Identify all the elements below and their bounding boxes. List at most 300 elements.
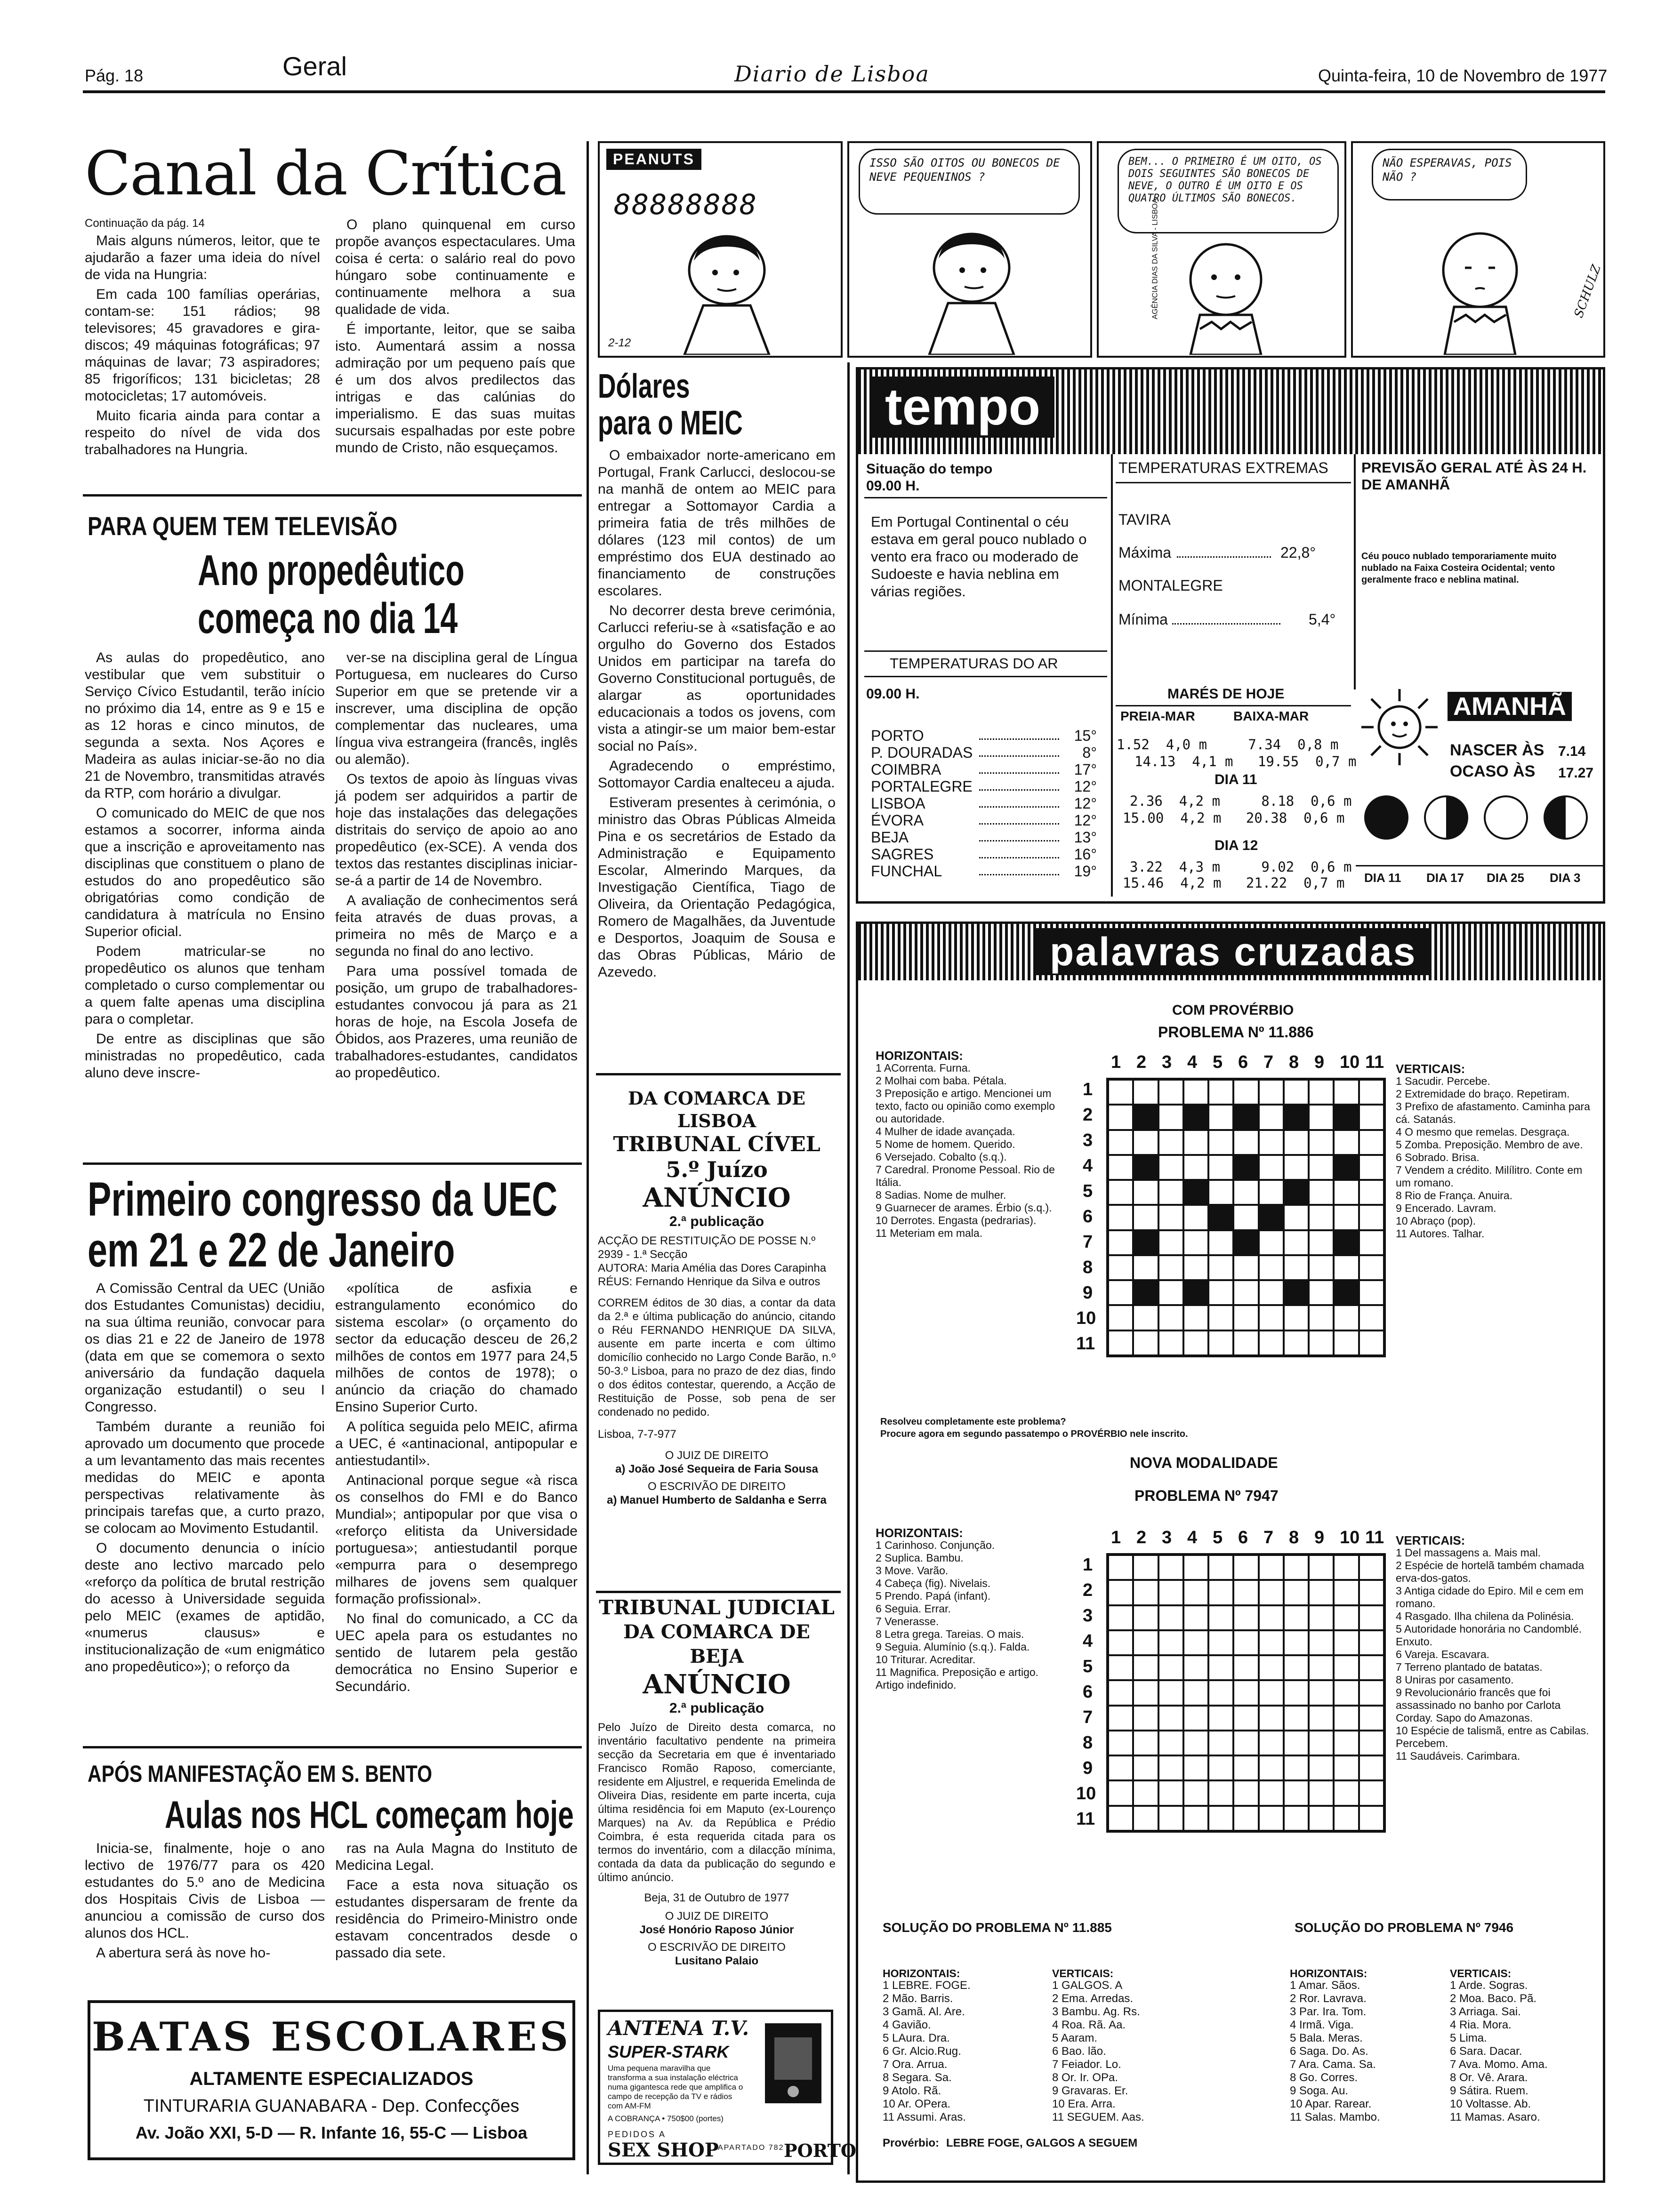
air-temps-time: 09.00 H. (866, 686, 920, 702)
grid-cell[interactable] (1259, 1280, 1284, 1305)
grid-cell[interactable] (1309, 1205, 1334, 1230)
grid-cell[interactable] (1158, 1731, 1183, 1755)
grid-cell[interactable] (1183, 1630, 1208, 1655)
grid-cell[interactable] (1359, 1680, 1384, 1705)
grid-cell[interactable] (1359, 1230, 1384, 1255)
grid-cell[interactable] (1183, 1080, 1208, 1105)
grid-cell[interactable] (1259, 1230, 1284, 1255)
grid-cell[interactable] (1233, 1605, 1258, 1630)
grid-cell[interactable] (1233, 1130, 1258, 1155)
grid-cell[interactable] (1359, 1130, 1384, 1155)
tides-day12-1: 3.22 4,3 m 9.02 0,6 m (1130, 859, 1352, 875)
forecast-title: PREVISÃO GERAL ATÉ ÀS 24 H. DE AMANHÃ (1361, 459, 1587, 493)
grid-cell[interactable] (1158, 1630, 1183, 1655)
grid-cell[interactable] (1158, 1555, 1183, 1580)
crossword-grid-1[interactable] (1106, 1078, 1386, 1357)
grid-cell[interactable] (1259, 1305, 1284, 1330)
grid-cell[interactable] (1284, 1580, 1309, 1605)
grid-cell[interactable] (1108, 1255, 1133, 1280)
grid-cell[interactable] (1108, 1330, 1133, 1355)
grid-cell[interactable] (1284, 1755, 1309, 1780)
grid-cell[interactable] (1359, 1706, 1384, 1731)
grid-cell[interactable] (1334, 1680, 1359, 1705)
grid-cell[interactable] (1359, 1080, 1384, 1105)
grid-cell[interactable] (1309, 1780, 1334, 1805)
legal-heading: DA COMARCA DE LISBOA (627, 1088, 805, 1131)
grid-cell[interactable] (1334, 1080, 1359, 1105)
legal-line: ACÇÃO DE RESTITUIÇÃO DE POSSE N.º 2939 - 1.ª Secção (598, 1234, 816, 1261)
grid-cell[interactable] (1208, 1130, 1233, 1155)
extreme-place-min: MONTALEGRE (1118, 577, 1223, 594)
grid-cell[interactable] (1334, 1255, 1359, 1280)
grid-cell[interactable] (1133, 1580, 1158, 1605)
grid-cell[interactable] (1133, 1255, 1158, 1280)
grid-cell[interactable] (1359, 1255, 1384, 1280)
grid-cell[interactable] (1259, 1080, 1284, 1105)
dolares-body (598, 447, 836, 984)
grid-cell[interactable] (1108, 1605, 1133, 1630)
clue-item: 2 Extremidade do braço. Repetiram. (1396, 1088, 1570, 1100)
grid-cell[interactable] (1208, 1230, 1233, 1255)
grid-cell[interactable] (1309, 1330, 1334, 1355)
moon-first-quarter-icon (1424, 795, 1468, 840)
grid-cell[interactable] (1208, 1630, 1233, 1655)
legal-line: RÉUS: Fernando Henrique da Silva e outros (598, 1275, 820, 1288)
grid-cell[interactable] (1133, 1680, 1158, 1705)
grid-cell[interactable] (1208, 1080, 1233, 1105)
grid-cell[interactable] (1183, 1155, 1208, 1180)
grid-cell[interactable] (1359, 1806, 1384, 1831)
propedeutico-kicker: PARA QUEM TEM TELEVISÃO (88, 511, 398, 541)
grid-cell[interactable] (1133, 1555, 1158, 1580)
grid-cell[interactable] (1183, 1680, 1208, 1705)
grid-cell[interactable] (1309, 1755, 1334, 1780)
grid-cell[interactable] (1334, 1780, 1359, 1805)
grid-column-number: 1 (1111, 1528, 1121, 1547)
air-temp-city: PORTALEGRE (871, 778, 973, 795)
grid-cell[interactable] (1359, 1180, 1384, 1205)
grid-cell[interactable] (1334, 1555, 1359, 1580)
grid-cell[interactable] (1108, 1706, 1133, 1731)
grid-cell[interactable] (1259, 1255, 1284, 1280)
grid-cell[interactable] (1208, 1180, 1233, 1205)
grid-cell[interactable] (1309, 1255, 1334, 1280)
grid-black-cell (1233, 1105, 1258, 1130)
grid-cell[interactable] (1158, 1230, 1183, 1255)
grid-cell[interactable] (1133, 1706, 1158, 1731)
grid-cell[interactable] (1183, 1706, 1208, 1731)
grid-cell[interactable] (1108, 1806, 1133, 1831)
air-temp-row (871, 727, 1097, 744)
clue-item: 6 Seguia. Errar. (876, 1603, 951, 1615)
grid-cell[interactable] (1259, 1330, 1284, 1355)
legal-heading: ANÚNCIO (643, 1669, 791, 1700)
grid-cell[interactable] (1309, 1080, 1334, 1105)
grid-cell[interactable] (1183, 1205, 1208, 1230)
grid-cell[interactable] (1233, 1655, 1258, 1680)
grid-cell[interactable] (1108, 1155, 1133, 1180)
grid-row-number: 2 (1083, 1105, 1093, 1125)
grid-cell[interactable] (1208, 1605, 1233, 1630)
clue-item: 1 Carinhoso. Conjunção. (876, 1539, 995, 1551)
grid-cell[interactable] (1233, 1580, 1258, 1605)
grid-cell[interactable] (1233, 1630, 1258, 1655)
grid-cell[interactable] (1208, 1580, 1233, 1605)
divider (83, 1162, 582, 1165)
canal-col1 (85, 232, 320, 461)
grid-cell[interactable] (1334, 1180, 1359, 1205)
grid-cell[interactable] (1359, 1205, 1384, 1230)
grid-cell[interactable] (1284, 1680, 1309, 1705)
grid-cell[interactable] (1259, 1780, 1284, 1805)
grid-cell[interactable] (1334, 1330, 1359, 1355)
grid-cell[interactable] (1259, 1680, 1284, 1705)
grid-cell[interactable] (1259, 1580, 1284, 1605)
grid-cell[interactable] (1233, 1780, 1258, 1805)
clue-item: 4 Rasgado. Ilha chilena da Polinésia. (1396, 1610, 1574, 1622)
grid-cell[interactable] (1233, 1555, 1258, 1580)
grid-cell[interactable] (1158, 1706, 1183, 1731)
grid-column-number: 7 (1263, 1052, 1274, 1072)
grid-cell[interactable] (1133, 1330, 1158, 1355)
grid-cell[interactable] (1183, 1806, 1208, 1831)
grid-cell[interactable] (1284, 1605, 1309, 1630)
grid-cell[interactable] (1108, 1780, 1133, 1805)
grid-cell[interactable] (1309, 1105, 1334, 1130)
grid-cell[interactable] (1108, 1755, 1133, 1780)
grid-cell[interactable] (1208, 1105, 1233, 1130)
grid-cell[interactable] (1284, 1555, 1309, 1580)
grid-cell[interactable] (1208, 1655, 1233, 1680)
extreme-label-min: Mínima (1118, 611, 1168, 628)
clue-item: 8 Or. Vê. Arara. (1450, 2071, 1528, 2084)
grid-cell[interactable] (1334, 1706, 1359, 1731)
grid-cell[interactable] (1359, 1105, 1384, 1130)
grid-cell[interactable] (1233, 1755, 1258, 1780)
clue-item: 10 Derrotes. Engasta (pedrarias). (876, 1214, 1037, 1226)
legal-line: CORREM éditos de 30 dias, a contar da data da 2.ª e última publicação do anúncio, citando o Réu FERNANDO HENRIQUE DA SILVA, ausente em parte incerta e com último domicílio conhecido no Largo Conde Barão, n.º 50-3.º Lisboa, para no prazo de dez dias, findo o dos éditos contestar, querendo, a Acção de Restituição de Posse, sob pena de ser condenado no pedido. (598, 1297, 836, 1419)
grid-cell[interactable] (1284, 1630, 1309, 1655)
grid-cell[interactable] (1183, 1230, 1208, 1255)
grid-cell[interactable] (1108, 1180, 1133, 1205)
grid-cell[interactable] (1133, 1806, 1158, 1831)
grid-cell[interactable] (1158, 1155, 1183, 1180)
grid-cell[interactable] (1108, 1580, 1133, 1605)
grid-cell[interactable] (1309, 1706, 1334, 1731)
grid-cell[interactable] (1359, 1305, 1384, 1330)
grid-cell[interactable] (1284, 1255, 1309, 1280)
grid-cell[interactable] (1183, 1130, 1208, 1155)
clue-item: 5 Bala. Meras. (1290, 2032, 1363, 2044)
grid-cell[interactable] (1309, 1680, 1334, 1705)
grid-cell[interactable] (1133, 1205, 1158, 1230)
grid-cell[interactable] (1259, 1755, 1284, 1780)
grid-cell[interactable] (1309, 1305, 1334, 1330)
grid-cell[interactable] (1158, 1655, 1183, 1680)
grid-cell[interactable] (1334, 1806, 1359, 1831)
grid-cell[interactable] (1133, 1305, 1158, 1330)
grid-cell[interactable] (1334, 1305, 1359, 1330)
grid-cell[interactable] (1334, 1205, 1359, 1230)
tides-day12: DIA 12 (1215, 838, 1258, 853)
crossword-grid-2[interactable] (1106, 1553, 1386, 1833)
grid-cell[interactable] (1108, 1130, 1133, 1155)
grid-cell[interactable] (1158, 1255, 1183, 1280)
grid-cell[interactable] (1158, 1305, 1183, 1330)
grid-cell[interactable] (1208, 1731, 1233, 1755)
grid-cell[interactable] (1208, 1680, 1233, 1705)
grid-cell[interactable] (1208, 1780, 1233, 1805)
grid-cell[interactable] (1284, 1780, 1309, 1805)
grid-cell[interactable] (1183, 1731, 1208, 1755)
grid-cell[interactable] (1233, 1080, 1258, 1105)
grid-cell[interactable] (1284, 1155, 1309, 1180)
grid-cell[interactable] (1359, 1280, 1384, 1305)
grid-cell[interactable] (1133, 1780, 1158, 1805)
grid-cell[interactable] (1359, 1755, 1384, 1780)
grid-cell[interactable] (1359, 1630, 1384, 1655)
grid-cell[interactable] (1208, 1755, 1233, 1780)
extremes-title: TEMPERATURAS EXTREMAS (1118, 459, 1328, 476)
grid-cell[interactable] (1233, 1330, 1258, 1355)
grid-cell[interactable] (1233, 1255, 1258, 1280)
grid-cell[interactable] (1208, 1706, 1233, 1731)
grid-cell[interactable] (1359, 1330, 1384, 1355)
grid-cell[interactable] (1284, 1205, 1309, 1230)
grid-row-number: 2 (1083, 1580, 1093, 1600)
grid-cell[interactable] (1259, 1155, 1284, 1180)
grid-cell[interactable] (1183, 1580, 1208, 1605)
grid-cell[interactable] (1158, 1130, 1183, 1155)
air-temp-city: PORTO (871, 727, 924, 744)
grid-cell[interactable] (1108, 1731, 1133, 1755)
grid-cell[interactable] (1309, 1180, 1334, 1205)
grid-cell[interactable] (1309, 1555, 1334, 1580)
grid-cell[interactable] (1359, 1580, 1384, 1605)
grid-cell[interactable] (1133, 1605, 1158, 1630)
grid-cell[interactable] (1108, 1630, 1133, 1655)
grid-cell[interactable] (1359, 1555, 1384, 1580)
clue-item: 2 Espécie de hortelã também chamada erva-dos-gatos. (1396, 1559, 1585, 1584)
grid-cell[interactable] (1158, 1280, 1183, 1305)
grid-cell[interactable] (1183, 1555, 1208, 1580)
grid-cell[interactable] (1158, 1680, 1183, 1705)
grid-cell[interactable] (1158, 1205, 1183, 1230)
grid-cell[interactable] (1183, 1305, 1208, 1330)
grid-cell[interactable] (1334, 1130, 1359, 1155)
grid-cell[interactable] (1259, 1731, 1284, 1755)
clue-item: 9 Sátira. Ruem. (1450, 2084, 1528, 2097)
grid-cell[interactable] (1233, 1680, 1258, 1705)
grid-cell[interactable] (1309, 1605, 1334, 1630)
grid-cell[interactable] (1158, 1080, 1183, 1105)
grid-cell[interactable] (1208, 1155, 1233, 1180)
air-temp-leader (979, 874, 1059, 875)
clue-item: 3 Par. Ira. Tom. (1290, 2005, 1367, 2018)
grid-cell[interactable] (1284, 1706, 1309, 1731)
grid-cell[interactable] (1233, 1731, 1258, 1755)
grid-cell[interactable] (1359, 1605, 1384, 1630)
grid-cell[interactable] (1233, 1806, 1258, 1831)
grid-cell[interactable] (1183, 1780, 1208, 1805)
legal-clerk-title: O ESCRIVÃO DE DIREITO (648, 1480, 786, 1493)
grid-cell[interactable] (1284, 1230, 1309, 1255)
grid-cell[interactable] (1158, 1105, 1183, 1130)
clue-item: 3 Preposição e artigo. Mencionei um texto, facto ou opinião como exemplo ou autoridade. (876, 1087, 1055, 1125)
antena-title: ANTENA T.V. (608, 2017, 749, 2040)
page-number: Pág. 18 (85, 66, 144, 85)
grid-cell[interactable] (1284, 1655, 1309, 1680)
air-temp-value: 15° (1074, 727, 1097, 744)
clue-item: 9 Encerado. Lavram. (1396, 1202, 1496, 1214)
clue-item: 11 Saudáveis. Carimbara. (1396, 1750, 1520, 1762)
clue-item: 8 Letra grega. Tareias. O mais. (876, 1628, 1024, 1640)
grid-row-number: 3 (1083, 1606, 1093, 1626)
legal-place: Beja, 31 de Outubro de 1977 (644, 1891, 789, 1904)
grid-cell[interactable] (1133, 1731, 1158, 1755)
grid-column-number: 10 (1340, 1528, 1360, 1547)
grid-column-number: 7 (1263, 1528, 1274, 1547)
comic-counter-drawing: 88888888 (614, 188, 757, 221)
grid-cell[interactable] (1334, 1580, 1359, 1605)
grid-cell[interactable] (1208, 1330, 1233, 1355)
grid-cell[interactable] (1259, 1105, 1284, 1130)
grid-cell[interactable] (1233, 1180, 1258, 1205)
grid-cell[interactable] (1158, 1580, 1183, 1605)
grid-cell[interactable] (1108, 1230, 1133, 1255)
grid-cell[interactable] (1158, 1180, 1183, 1205)
comic-credit: AGÊNCIA DIAS DA SILVA - LISBOA (1151, 198, 1159, 320)
problem2-verticals (1396, 1547, 1593, 1763)
grid-cell[interactable] (1334, 1755, 1359, 1780)
air-temp-row (871, 761, 1097, 778)
grid-cell[interactable] (1334, 1655, 1359, 1680)
grid-cell[interactable] (1183, 1655, 1208, 1680)
grid-cell[interactable] (1183, 1605, 1208, 1630)
grid-cell[interactable] (1334, 1731, 1359, 1755)
propedeutico-col1 (85, 649, 325, 1084)
air-temp-value: 12° (1074, 812, 1097, 829)
grid-cell[interactable] (1133, 1655, 1158, 1680)
grid-cell[interactable] (1183, 1330, 1208, 1355)
grid-cell[interactable] (1284, 1806, 1309, 1831)
air-temp-value: 12° (1074, 795, 1097, 812)
grid-cell[interactable] (1183, 1255, 1208, 1280)
grid-cell[interactable] (1284, 1080, 1309, 1105)
grid-cell[interactable] (1208, 1555, 1233, 1580)
grid-cell[interactable] (1259, 1630, 1284, 1655)
clue-item: 3 Bambu. Ag. Rs. (1052, 2005, 1140, 2018)
legal-line: Lisboa, 7-7-977 (598, 1428, 676, 1441)
grid-cell[interactable] (1284, 1305, 1309, 1330)
grid-row-number: 9 (1083, 1283, 1093, 1303)
grid-cell[interactable] (1233, 1280, 1258, 1305)
grid-cell[interactable] (1359, 1731, 1384, 1755)
header-rule (83, 90, 1605, 93)
grid-cell[interactable] (1359, 1780, 1384, 1805)
grid-cell[interactable] (1309, 1806, 1334, 1831)
grid-cell[interactable] (1259, 1555, 1284, 1580)
grid-cell[interactable] (1359, 1155, 1384, 1180)
grid-cell[interactable] (1309, 1580, 1334, 1605)
grid-cell[interactable] (1108, 1205, 1133, 1230)
grid-black-cell (1183, 1105, 1208, 1130)
clue-item: 9 Seguia. Alumínio (s.q.). Falda. (876, 1641, 1030, 1653)
grid-cell[interactable] (1133, 1755, 1158, 1780)
paragraph: Mais alguns números, leitor, que te ajudarão a fazer uma ideia do nível de vida na Hungria: (85, 233, 320, 282)
air-temp-value: 19° (1074, 863, 1097, 880)
clue-item: 4 Mulher de idade avançada. (876, 1125, 1015, 1138)
grid-cell[interactable] (1133, 1180, 1158, 1205)
grid-cell[interactable] (1183, 1755, 1208, 1780)
grid-cell[interactable] (1133, 1130, 1158, 1155)
grid-cell[interactable] (1208, 1255, 1233, 1280)
grid-cell[interactable] (1158, 1755, 1183, 1780)
grid-cell[interactable] (1158, 1330, 1183, 1355)
grid-cell[interactable] (1108, 1305, 1133, 1330)
grid-cell[interactable] (1133, 1630, 1158, 1655)
paragraph: No final do comunicado, a CC da UEC apela para os estudantes no sentido de lutarem pela gestão democrática no Ensino Superior e Secundário. (335, 1611, 578, 1694)
grid-cell[interactable] (1334, 1630, 1359, 1655)
grid-cell[interactable] (1359, 1655, 1384, 1680)
grid-cell[interactable] (1108, 1680, 1133, 1705)
grid-cell[interactable] (1309, 1230, 1334, 1255)
grid-cell[interactable] (1284, 1731, 1309, 1755)
grid-cell[interactable] (1158, 1806, 1183, 1831)
grid-cell[interactable] (1108, 1080, 1133, 1105)
grid-cell[interactable] (1259, 1180, 1284, 1205)
antena-price: A COBRANÇA • 750$00 (portes) (608, 2114, 724, 2123)
grid-cell[interactable] (1108, 1655, 1133, 1680)
grid-cell[interactable] (1108, 1105, 1133, 1130)
grid-cell[interactable] (1133, 1080, 1158, 1105)
lucy-drawing (656, 228, 797, 355)
grid-cell[interactable] (1233, 1305, 1258, 1330)
grid-cell[interactable] (1108, 1555, 1133, 1580)
grid-cell[interactable] (1259, 1130, 1284, 1155)
clue-item: 10 Espécie de talismã, entre as Cabilas. Percebem. (1396, 1724, 1589, 1749)
paragraph: As aulas do propedêutico, ano vestibular que vem substituir o Serviço Cívico Estudantil, terão início no próximo dia 14, entre as 9 e 15 e as 12 horas e cinco minutos, de segunda a sexta. Nos Açores e Madeira as aulas iniciar-se-ão no dia 21 de Novembro, transmitidas através da RTP, com horário a divulgar. (85, 650, 325, 801)
grid-cell[interactable] (1259, 1706, 1284, 1731)
grid-cell[interactable] (1309, 1630, 1334, 1655)
grid-cell[interactable] (1233, 1706, 1258, 1731)
grid-cell[interactable] (1309, 1280, 1334, 1305)
grid-cell[interactable] (1158, 1780, 1183, 1805)
grid-cell[interactable] (1259, 1806, 1284, 1831)
clue-item: 5 Zomba. Preposição. Membro de ave. (1396, 1138, 1583, 1151)
clue-item: 10 Apar. Rarear. (1290, 2098, 1372, 2110)
grid-cell[interactable] (1284, 1330, 1309, 1355)
grid-cell[interactable] (1284, 1130, 1309, 1155)
grid-cell[interactable] (1259, 1655, 1284, 1680)
grid-cell[interactable] (1259, 1605, 1284, 1630)
grid-cell[interactable] (1208, 1280, 1233, 1305)
grid-cell[interactable] (1108, 1280, 1133, 1305)
grid-cell[interactable] (1309, 1130, 1334, 1155)
grid-cell[interactable] (1158, 1605, 1183, 1630)
verticals-title: VERTICAIS: (1396, 1062, 1465, 1076)
verticals-title: VERTICAIS: (1396, 1533, 1465, 1547)
grid-cell[interactable] (1309, 1155, 1334, 1180)
grid-cell[interactable] (1208, 1806, 1233, 1831)
grid-cell[interactable] (1309, 1731, 1334, 1755)
tides-today-1: 1.52 4,0 m 7.34 0,8 m (1117, 737, 1339, 753)
grid-cell[interactable] (1334, 1605, 1359, 1630)
grid-cell[interactable] (1233, 1205, 1258, 1230)
horizontals-title: HORIZONTAIS: (876, 1049, 963, 1063)
grid-cell[interactable] (1309, 1655, 1334, 1680)
grid-cell[interactable] (1208, 1305, 1233, 1330)
